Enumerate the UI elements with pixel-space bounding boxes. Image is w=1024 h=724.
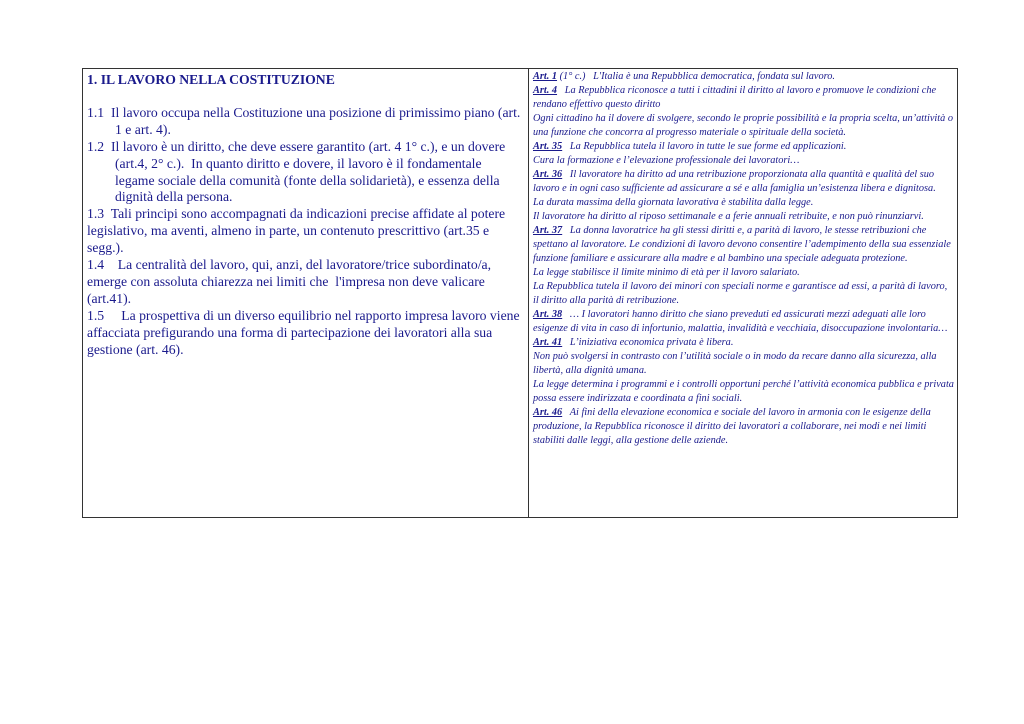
section-item-text: La prospettiva di un diverso equilibrio nel rapporto impresa lavoro viene affacciata prefigurando una forma di partecipazione dei lavoratori alla sua gestione (art. 46).	[87, 307, 523, 357]
article-paragraph	[533, 350, 954, 378]
section-item-number: 1.1	[87, 104, 105, 120]
article-text: Ogni cittadino ha il dovere di svolgere, secondo le proprie possibilità e la propria scelta, un’attività o una funzione che concorra al progresso materiale o spirituale della società.	[533, 113, 956, 138]
article-label: Art. 38	[533, 309, 563, 320]
content-table	[82, 68, 958, 518]
section-item-text: Il lavoro è un diritto, che deve essere garantito (art. 4 1° c.), e un dovere (art.4, 2° c.). In quanto diritto e dovere, il lavoro è il fondamentale legame sociale della comunità (fonte della solidarietà), e essenza della dignità della persona.	[104, 138, 509, 205]
article-text: (1° c.) L'Italia è una Repubblica democratica, fondata sul lavoro.	[557, 71, 835, 82]
article-list	[533, 70, 957, 448]
article-text: … I lavoratori hanno diritto che siano preveduti ed assicurati mezzi adeguati alle loro esigenze di vita in caso di infortunio, malattia, invalidità e vecchiaia, disoccupazione involontaria…	[533, 309, 948, 334]
section-item-number: 1.2	[87, 138, 105, 154]
section-item-text: Tali principi sono accompagnati da indicazioni precise affidate al potere legislativo, ma aventi, almeno in parte, un contenuto prescrittivo (art.35 e segg.).	[87, 206, 509, 256]
section-item-number: 1.5	[87, 307, 105, 323]
article-label: Art. 41	[533, 337, 563, 348]
article-paragraph	[533, 280, 954, 308]
article-text: La Repubblica riconosce a tutti i cittadini il diritto al lavoro e promuove le condizioni che rendano effettivo questo diritto	[533, 85, 939, 110]
article-paragraph	[533, 336, 954, 350]
article-paragraph	[533, 70, 954, 84]
section-item	[87, 206, 524, 257]
article-paragraph	[533, 308, 954, 336]
article-text: Cura la formazione e l’elevazione professionale dei lavoratori…	[533, 155, 800, 166]
article-paragraph	[533, 84, 954, 112]
article-paragraph	[533, 140, 954, 154]
article-paragraph	[533, 224, 954, 266]
section-item	[87, 308, 524, 359]
article-text: La donna lavoratrice ha gli stessi diritti e, a parità di lavoro, le stesse retribuzioni che spettano al lavoratore. Le condizioni di lavoro devono consentire l’adempimento della sua essenziale funzione familiare e assicurare alla madre e al bambino una speciale adeguata protezione.	[533, 225, 954, 264]
section-item-number: 1.4	[87, 257, 105, 273]
article-paragraph	[533, 406, 954, 448]
article-text: Ai fini della elevazione economica e sociale del lavoro in armonia con le esigenze della produzione, la Repubblica riconosce il diritto dei lavoratori a collaborare, nei modi e nei limiti stabiliti dalle leggi, alla gestione delle aziende.	[533, 407, 934, 446]
article-paragraph	[533, 378, 957, 406]
article-text: Non può svolgersi in contrasto con l’utilità sociale o in modo da recare danno alla sicurezza, alla libertà, alla dignità umana.	[533, 351, 940, 376]
article-text: La Repubblica tutela il lavoro dei minori con speciali norme e garantisce ad essi, a parità di lavoro, il diritto alla parità di retribuzione.	[533, 281, 950, 306]
section-item-text: Il lavoro occupa nella Costituzione una posizione di primissimo piano (art. 1 e art. 4).	[104, 104, 524, 137]
article-paragraph	[533, 112, 954, 140]
article-paragraph	[533, 266, 954, 280]
article-label: Art. 37	[533, 225, 563, 236]
section-item	[87, 139, 524, 207]
article-text: La durata massima della giornata lavorativa è stabilita dalla legge.	[533, 197, 814, 208]
article-paragraph	[533, 196, 954, 210]
article-label: Art. 4	[533, 85, 558, 96]
left-items	[87, 105, 524, 359]
article-label: Art. 35	[533, 141, 563, 152]
section-item	[87, 105, 524, 139]
article-text: Il lavoratore ha diritto al riposo settimanale e a ferie annuali retribuite, e non può rinunziarvi.	[533, 211, 924, 222]
article-label: Art. 1	[533, 71, 558, 82]
left-cell	[83, 69, 529, 518]
article-text: La legge determina i programmi e i controlli opportuni perché l’attività economica pubblica e privata possa essere indirizzata e coordinata a fini sociali.	[533, 379, 957, 404]
article-text: La legge stabilisce il limite minimo di età per il lavoro salariato.	[533, 267, 800, 278]
article-text: La Repubblica tutela il lavoro in tutte le sue forme ed applicazioni.	[562, 141, 847, 152]
article-paragraph	[533, 210, 954, 224]
section-item	[87, 257, 524, 308]
article-text: L’iniziativa economica privata è libera.	[562, 337, 734, 348]
article-label: Art. 36	[533, 169, 563, 180]
article-text: Il lavoratore ha diritto ad una retribuzione proporzionata alla quantità e qualità del suo lavoro e in ogni caso sufficiente ad assicurare a sé e alla famiglia un’esistenza libera e dignitosa.	[533, 169, 937, 194]
article-paragraph	[533, 154, 954, 168]
table-row	[83, 69, 958, 518]
article-paragraph	[533, 168, 954, 196]
section-item-text: La centralità del lavoro, qui, anzi, del lavoratore/trice subordinato/a, emerge con assoluta chiarezza nei limiti che l'impresa non deve valicare (art.41).	[87, 257, 495, 306]
right-cell	[529, 69, 958, 518]
article-label: Art. 46	[533, 407, 563, 418]
section-item-number: 1.3	[87, 206, 105, 222]
section-heading: 1. IL LAVORO NELLA COSTITUZIONE	[87, 72, 335, 87]
